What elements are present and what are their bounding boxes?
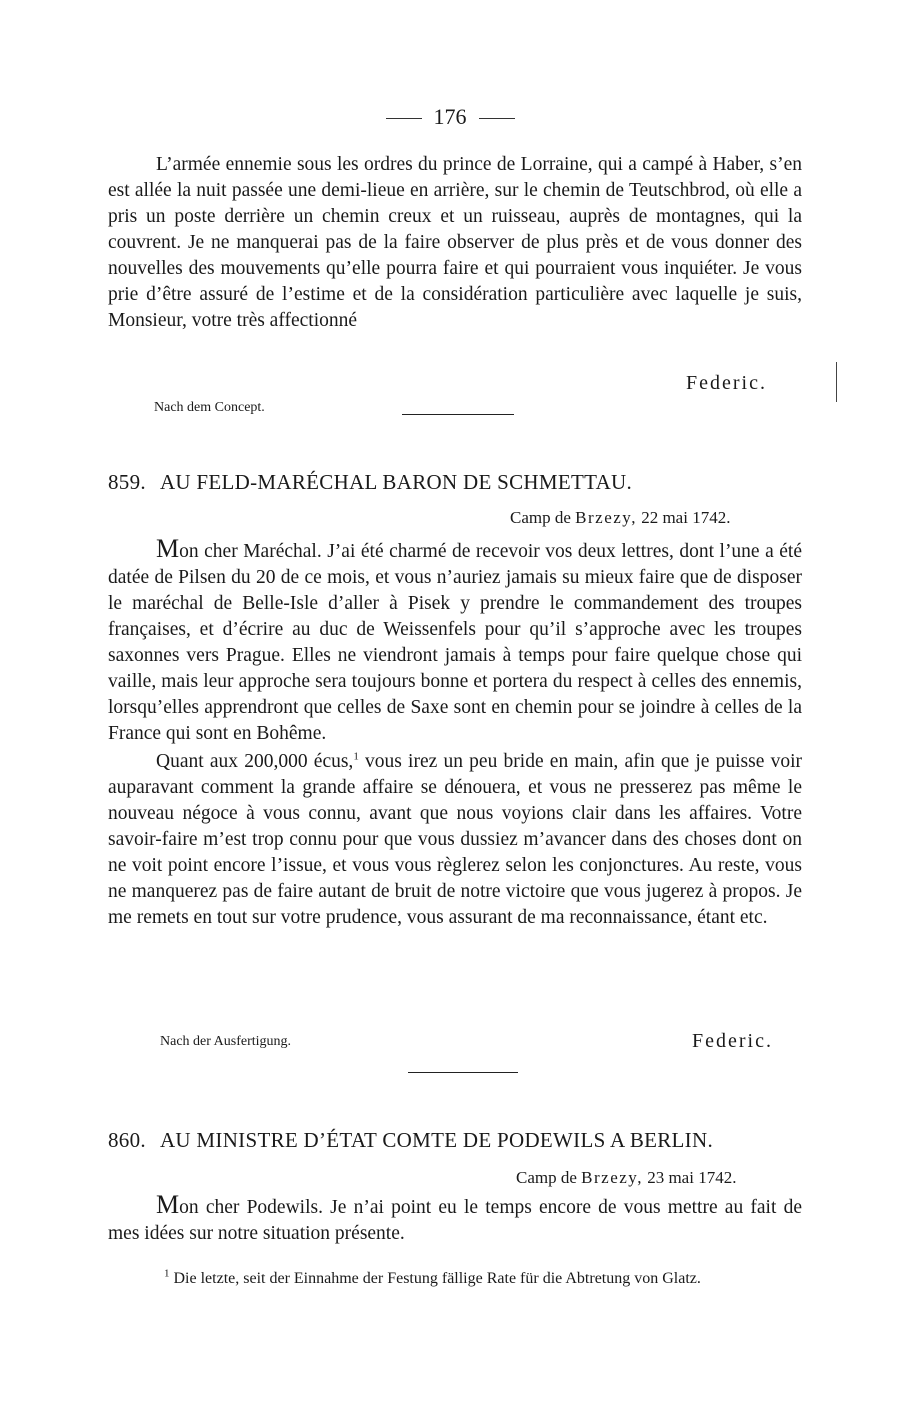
section-divider-2 [408,1072,518,1073]
letter-860-paragraph: Mon cher Podewils. Je n’ai point eu le temps encore de vous mettre au fait de mes idées sur notre situation présente. [108,1190,802,1244]
header-dash-left [386,118,422,119]
page-number: 176 [433,104,467,129]
letter-860-title: AU MINISTRE D’ÉTAT COMTE DE PODEWILS A BERLIN. [159,1128,713,1152]
letter-859-date-prefix: Camp de [510,508,571,527]
letter-860-date-prefix: Camp de [516,1168,577,1187]
letter-860-number: 860. [108,1128,146,1152]
letter-859-place: Brzezy, [575,508,637,527]
letter-859-dateline [510,508,730,528]
letter-860-place: Brzezy, [581,1168,643,1187]
footnote [108,1268,802,1289]
footnote-reference: 1 [353,750,359,763]
letter-859-paragraph-2 [108,749,802,931]
previous-letter-source: Nach dem Concept. [154,400,265,415]
margin-mark [836,362,837,402]
footnote-mark: 1 [164,1267,170,1280]
letter-860-heading [108,1128,808,1153]
footnote-text: Die letzte, seit der Einnahme der Festung fällige Rate für die Abtretung von Glatz. [173,1270,701,1287]
letter-859-body [108,536,802,931]
letter-859-paragraph-2-rest: vous irez un peu bride en main, afin que je puisse voir auparavant comment la grande affaire se dénouera, et vous ne presserez pas même le nouveau négoce à vous connu, avant que nous voyions clair dans les affaires. Votre savoir-faire m’est trop connu pour que vous dussiez m’avancer dans des choses dont on ne voit point encore l’issue, et vous vous règlerez selon les conjonctures. Au reste, vous ne manquerez pas de faire autant de bruit de notre victoire que vous jugerez à propos. Je me remets en tout sur votre prudence, vous assurant de ma reconnaissance, étant etc. [108,751,802,928]
letter-860-dateline [516,1168,736,1188]
header-dash-right [479,118,515,119]
previous-letter-paragraph: L’armée ennemie sous les ordres du prince de Lorraine, qui a campé à Haber, s’en est allée la nuit passée une demi-lieue en arrière, sur le chemin de Teutschbrod, où elle a pris un poste derrière un chemin creux et un ruisseau, auprès de montagnes, qui la couvrent. Je ne manquerai pas de la faire observer de plus près et de vous donner des nouvelles des mouvements qu’elle pourra faire et qui pourraient vous inquiéter. Je vous prie d’être assuré de l’estime et de la considération particulière avec laquelle je suis, Monsieur, votre très affectionné [108,154,802,331]
previous-letter-signature: Federic. [686,372,767,394]
letter-859-source: Nach der Ausfertigung. [160,1034,292,1049]
section-divider [402,414,514,415]
letter-860-date: 23 mai 1742. [647,1168,737,1187]
letter-859-paragraph-1: Mon cher Maréchal. J’ai été charmé de recevoir vos deux lettres, dont l’une a été datée de Pilsen du 20 de ce mois, et vous n’auriez jamais su mieux faire que de disposer le maréchal de Belle-Isle d’aller à Pisek y prendre le commandement des troupes françaises, et d’écrire au duc de Weissenfels pour qu’il s’approche avec les troupes saxonnes vers Prague. Elles ne viendront jamais à temps pour faire quelque chose qui vaille, mais leur approche sera toujours bonne et portera du respect à celles des ennemis, lorsqu’elles apprendront que celles de Saxe sont en chemin pour se joindre à celles de la France qui sont en Bohême. [108,534,802,744]
letter-860-body [108,1192,802,1247]
previous-letter-body [108,152,802,334]
letter-859-number: 859. [108,470,146,494]
letter-859-title: AU FELD-MARÉCHAL BARON DE SCHMETTAU. [159,470,633,494]
page-header [0,104,900,130]
letter-859-date: 22 mai 1742. [641,508,731,527]
letter-859-paragraph-2-start: Quant aux 200,000 écus, [156,751,354,772]
letter-859-heading [108,470,808,495]
letter-859-signature: Federic. [692,1030,773,1052]
